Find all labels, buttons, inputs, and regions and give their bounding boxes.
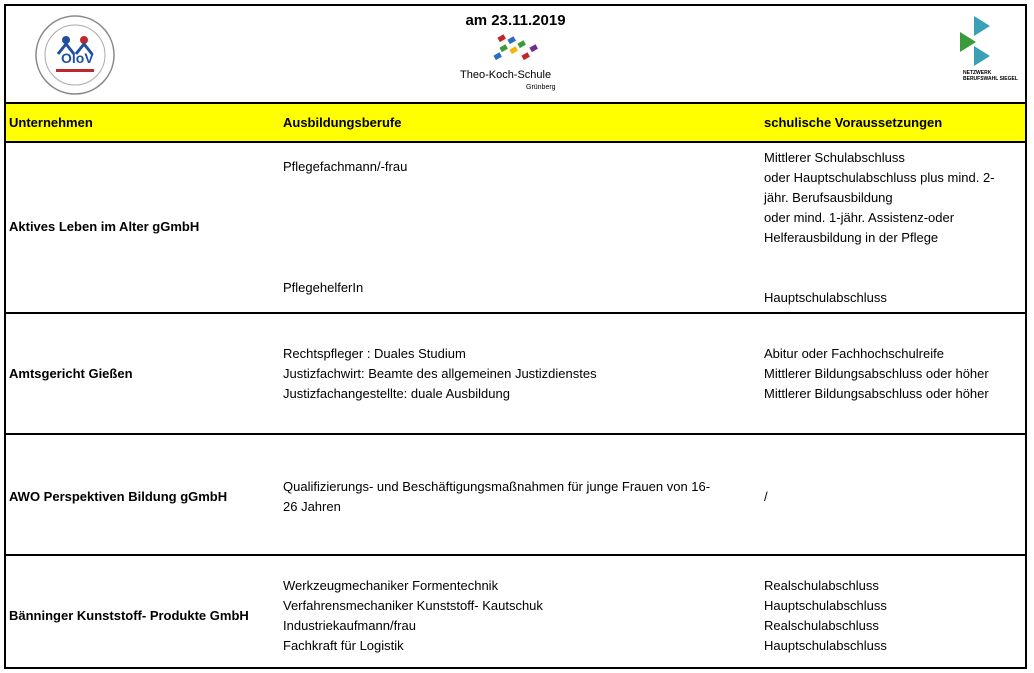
job-title: Justizfachwirt: Beamte des allgemeinen Justizdienstes: [283, 366, 597, 381]
table-row: [6, 556, 1025, 667]
theo-koch-schule-logo: [460, 32, 556, 91]
company-name: Aktives Leben im Alter gGmbH: [9, 219, 200, 234]
job-title: Verfahrensmechaniker Kunststoff- Kautschuk: [283, 598, 543, 613]
siegel-logo-text: NETZWERK BERUFSWAHL SIEGEL: [963, 70, 1018, 82]
column-header-company: Unternehmen: [9, 115, 93, 130]
requirement: /: [764, 489, 768, 504]
requirement: Realschulabschluss: [764, 618, 879, 633]
requirement: Abitur oder Fachhochschulreife: [764, 346, 944, 361]
berufswahl-siegel-logo: [954, 12, 1018, 82]
olov-logo-text: OloV: [61, 50, 94, 66]
table-row: [6, 143, 1025, 314]
requirement: Helferausbildung in der Pflege: [764, 230, 939, 245]
company-name: Amtsgericht Gießen: [9, 366, 133, 381]
requirement: Realschulabschluss: [764, 578, 879, 593]
table-row: [6, 435, 1025, 556]
job-title: Rechtspfleger : Duales Studium: [283, 346, 466, 361]
requirement: Mittlerer Schulabschluss: [764, 150, 905, 165]
column-header-requirements: schulische Voraussetzungen: [764, 115, 943, 130]
requirement: oder mind. 1-jähr. Assistenz-oder: [764, 210, 955, 225]
job-title: Justizfachangestellte: duale Ausbildung: [283, 386, 510, 401]
requirement: Hauptschulabschluss: [764, 290, 887, 305]
company-name: AWO Perspektiven Bildung gGmbH: [9, 489, 228, 504]
table-row: [6, 314, 1025, 435]
job-title: PflegehelferIn: [283, 280, 364, 295]
company-name: Bänninger Kunststoff- Produkte GmbH: [9, 608, 249, 623]
column-header-jobs: Ausbildungsberufe: [283, 115, 402, 130]
page-header: [6, 6, 1025, 102]
requirement: Mittlerer Bildungsabschluss oder höher: [764, 366, 989, 381]
job-title: Pflegefachmann/-frau: [283, 159, 408, 174]
event-date: am 23.11.2019: [465, 12, 566, 29]
school-town: Grünberg: [526, 84, 556, 91]
school-name: Theo-Koch-Schule: [460, 69, 552, 81]
table-header-row: [6, 102, 1025, 143]
document-frame: [4, 4, 1027, 669]
job-title: 26 Jahren: [283, 499, 341, 514]
job-title: Qualifizierungs- und Beschäftigungsmaßnahmen für junge Frauen von 16-: [283, 479, 711, 494]
requirement: Hauptschulabschluss: [764, 638, 887, 653]
job-title: Werkzeugmechaniker Formentechnik: [283, 578, 499, 593]
job-title: Industriekaufmann/frau: [283, 618, 416, 633]
requirement: jähr. Berufsausbildung: [764, 190, 893, 205]
requirement: oder Hauptschulabschluss plus mind. 2-: [764, 170, 995, 185]
job-title: Fachkraft für Logistik: [283, 638, 404, 653]
requirement: Mittlerer Bildungsabschluss oder höher: [764, 386, 989, 401]
requirement: Hauptschulabschluss: [764, 598, 887, 613]
